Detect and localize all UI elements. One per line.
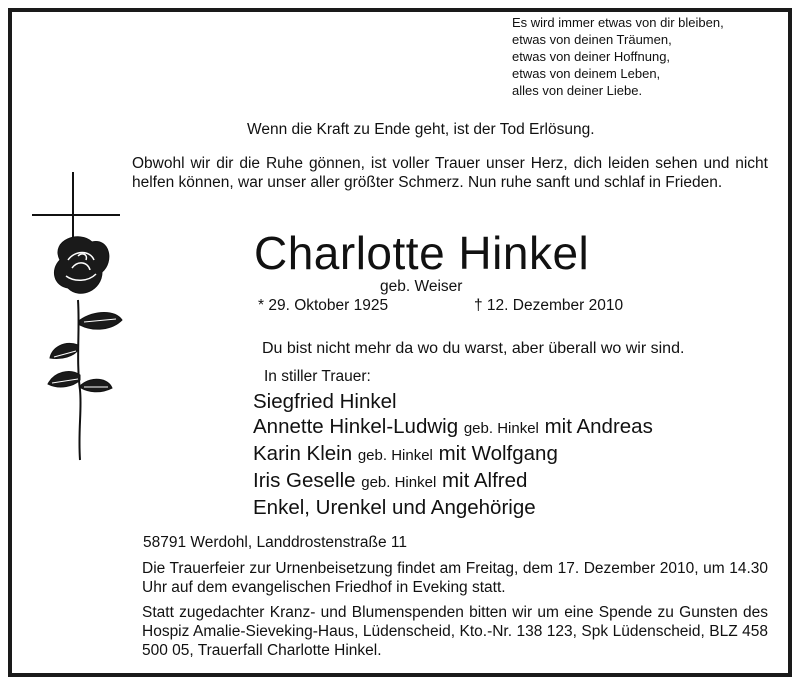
poem-line: alles von deiner Liebe. — [512, 83, 643, 98]
mourner-row — [253, 414, 653, 441]
mourner-name: Siegfried Hinkel — [253, 390, 397, 413]
memorial-line: Du bist nicht mehr da wo du warst, aber überall wo wir sind. — [262, 340, 685, 357]
mourner-partner: mit Andreas — [544, 415, 653, 438]
poem-line: etwas von deinen Träumen, — [512, 32, 672, 47]
mourner-name: Iris Geselle — [253, 469, 356, 492]
poem-line: etwas von deiner Hoffnung, — [512, 49, 671, 64]
mourner-maiden: geb. Hinkel — [463, 420, 539, 437]
death-date: † 12. Dezember 2010 — [474, 297, 624, 314]
maiden-name: geb. Weiser — [380, 278, 463, 295]
poem-block — [512, 14, 724, 99]
funeral-notice: Die Trauerfeier zur Urnenbeisetzung findet am Freitag, dem 17. Dezember 2010, um 14.30 Uhr auf dem evangelischen Friedhof in Eveking statt. — [142, 560, 768, 596]
mourner-maiden: geb. Hinkel — [361, 474, 437, 491]
mourner-row — [253, 468, 653, 495]
intro-text: Obwohl wir dir die Ruhe gönnen, ist voller Trauer unser Herz, dich leiden sehen und nicht helfen können, war unser aller größter Schmerz. Nun ruhe sanft und schlaf in Frieden. — [132, 155, 768, 191]
mourner-maiden: geb. Hinkel — [357, 447, 433, 464]
mourners-list — [253, 389, 653, 520]
mourner-row — [253, 441, 653, 468]
birth-date: * 29. Oktober 1925 — [258, 297, 389, 314]
donation-notice: Statt zugedachter Kranz- und Blumenspenden bitten wir um eine Spende zu Gunsten des Hospiz Amalie-Sieveking-Haus, Lüdenscheid, Kto.-Nr. 138 123, Spk Lüdenscheid, BLZ 458 500 05, Trauerfall Charlotte Hinkel. — [142, 604, 768, 659]
mourner-row — [253, 389, 653, 414]
poem-line: etwas von deinem Leben, — [512, 66, 661, 81]
rose-icon — [20, 160, 140, 470]
mourner-name: Enkel, Urenkel und Angehörige — [253, 496, 536, 519]
mourning-intro: In stiller Trauer: — [264, 368, 371, 385]
mourner-partner: mit Alfred — [441, 469, 528, 492]
mourner-partner: mit Wolfgang — [438, 442, 558, 465]
poem-line: Es wird immer etwas von dir bleiben, — [512, 15, 724, 30]
mourner-name: Annette Hinkel-Ludwig — [253, 415, 459, 438]
mourner-name: Karin Klein — [253, 442, 353, 465]
quote: Wenn die Kraft zu Ende geht, ist der Tod Erlösung. — [247, 121, 595, 138]
mourner-row — [253, 495, 653, 520]
deceased-name: Charlotte Hinkel — [254, 227, 590, 279]
address: 58791 Werdohl, Landdrostenstraße 11 — [143, 534, 407, 551]
